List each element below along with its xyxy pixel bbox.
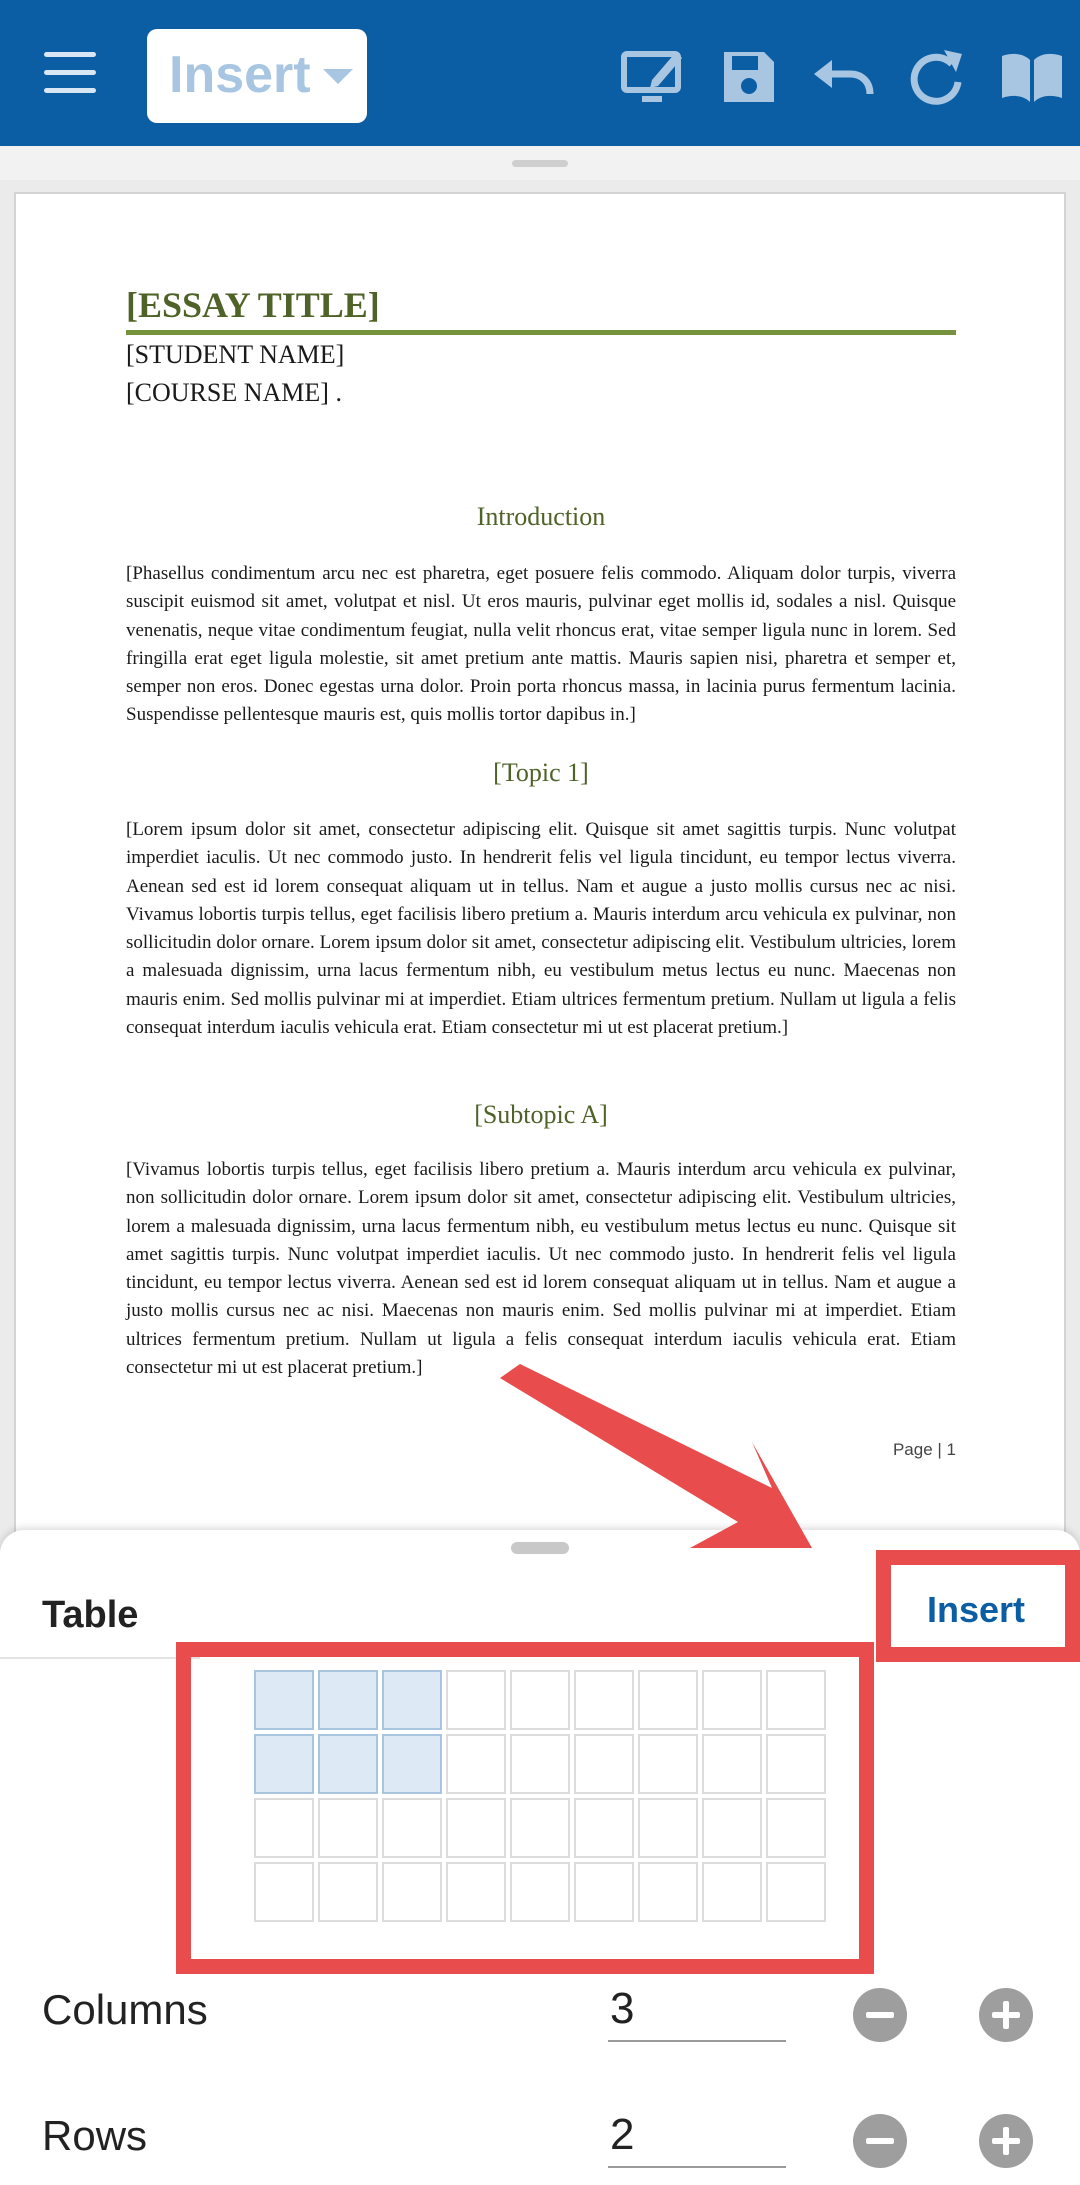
insert-table-button[interactable]: Insert — [926, 1589, 1026, 1630]
sheet-title: Table — [42, 1594, 139, 1636]
mode-dropdown[interactable] — [147, 29, 367, 123]
columns-decrease-button[interactable] — [853, 1988, 907, 2042]
page-number: Page | 1 — [892, 1440, 956, 1459]
sheet-divider — [0, 1657, 200, 1659]
undo-icon[interactable] — [806, 40, 878, 112]
columns-increase-button[interactable] — [979, 1988, 1033, 2042]
section-heading: [Subtopic A] — [474, 1100, 608, 1129]
annotation-box-grid — [176, 1642, 874, 1974]
annotation-box-insert — [876, 1550, 1080, 1662]
section-paragraph: [Lorem ipsum dolor sit amet, consectetur adipiscing elit. Quisque sit amet sagittis turpis. Nunc volutpat imperdiet iaculis. Ut nec commodo justo. In hendrerit felis vel ligula tincidunt, eu tempor lectus viverra. Aenean sed est id lorem consequat aliquam ut in tellus. Nam et augue a justo mollis cursus nec ac nisi. Vivamus lobortis turpis tellus, eget facilisis libero pretium a. Mauris interdum arcu vehicula ex pulvinar, non sollicitudin dolor ornare. Lorem ipsum dolor sit amet, consectetur adipiscing elit. Vestibulum ultricies, lorem a malesuada dignissim, urna lacus fermentum nibh, eu vestibulum metus lectus eu nunc. Maecenas non mauris enim. Sed mollis pulvinar mi at imperdiet. Etiam ultrices fermentum pretium. Nullam ut ligula a felis consequat interdum iaculis vehicula erat. Etiam consectetur mi ut est placerat pretium.] — [126, 819, 956, 1039]
redo-icon[interactable] — [900, 40, 972, 112]
read-mode-icon[interactable] — [996, 40, 1068, 112]
document-scroll-bar — [0, 146, 1080, 180]
section-heading: [Topic 1] — [493, 758, 589, 787]
mode-dropdown-label: Insert — [169, 46, 311, 104]
save-icon[interactable] — [712, 40, 784, 112]
document-drag-handle[interactable] — [512, 160, 568, 167]
rows-row — [0, 2094, 1080, 2184]
document-page[interactable] — [14, 192, 1066, 1592]
columns-input[interactable] — [608, 1978, 786, 2042]
edit-mode-icon[interactable] — [618, 40, 690, 112]
rows-input[interactable] — [608, 2104, 786, 2168]
rows-label: Rows — [42, 2112, 148, 2159]
top-toolbar — [0, 0, 1080, 146]
section-heading: Introduction — [476, 502, 606, 531]
columns-label: Columns — [42, 1986, 208, 2033]
rows-decrease-button[interactable] — [853, 2114, 907, 2168]
course-name: [COURSE NAME] . — [126, 378, 342, 407]
student-name: [STUDENT NAME] — [126, 340, 345, 369]
sheet-drag-handle[interactable] — [511, 1542, 569, 1554]
section-paragraph: [Phasellus condimentum arcu nec est pharetra, eget posuere felis commodo. Aliquam dolor turpis, viverra suscipit euismod sit amet, volutpat et nisl. Ut eros mauris, pulvinar eget mollis id, sodales a nisl. Quisque venenatis, neque vitae condimentum feugiat, nulla velit rhoncus erat, vitae semper ligula nunc in lorem. Sed fringilla erat eget ligula molestie, sit amet pretium ante mattis. Mauris sapien nisi, pharetra et semper et, semper non eros. Donec egestas urna dolor. Proin porta rhoncus massa, in lacinia purus fermentum lacinia. Suspendisse pellentesque mauris est, quis mollis tortor dapibus in.] — [126, 563, 956, 726]
chevron-down-icon — [323, 69, 353, 84]
columns-row — [0, 1968, 1080, 2058]
rows-increase-button[interactable] — [979, 2114, 1033, 2168]
section-paragraph: [Vivamus lobortis turpis tellus, eget facilisis libero pretium a. Mauris interdum arcu vehicula ex pulvinar, non sollicitudin dolor ornare. Lorem ipsum dolor sit amet, consectetur adipiscing elit. Vestibulum ultricies, lorem a malesuada dignissim, urna lacus fermentum nibh, eu vestibulum metus lectus eu nunc. Quisque sit amet sagittis turpis. Nunc volutpat imperdiet iaculis. Ut nec commodo justo. In hendrerit felis vel ligula tincidunt, eu tempor lectus viverra. Aenean sed est id lorem consequat aliquam ut in tellus. Nam et augue a justo mollis cursus nec ac nisi. Maecenas non mauris enim. Sed mollis pulvinar mi at imperdiet. Etiam ultrices fermentum pretium. Nullam ut ligula a felis consequat interdum iaculis vehicula erat. Etiam consectetur mi ut est placerat pretium.] — [126, 1159, 956, 1379]
essay-title: [ESSAY TITLE] — [126, 284, 956, 335]
hamburger-menu-icon[interactable] — [40, 48, 100, 100]
